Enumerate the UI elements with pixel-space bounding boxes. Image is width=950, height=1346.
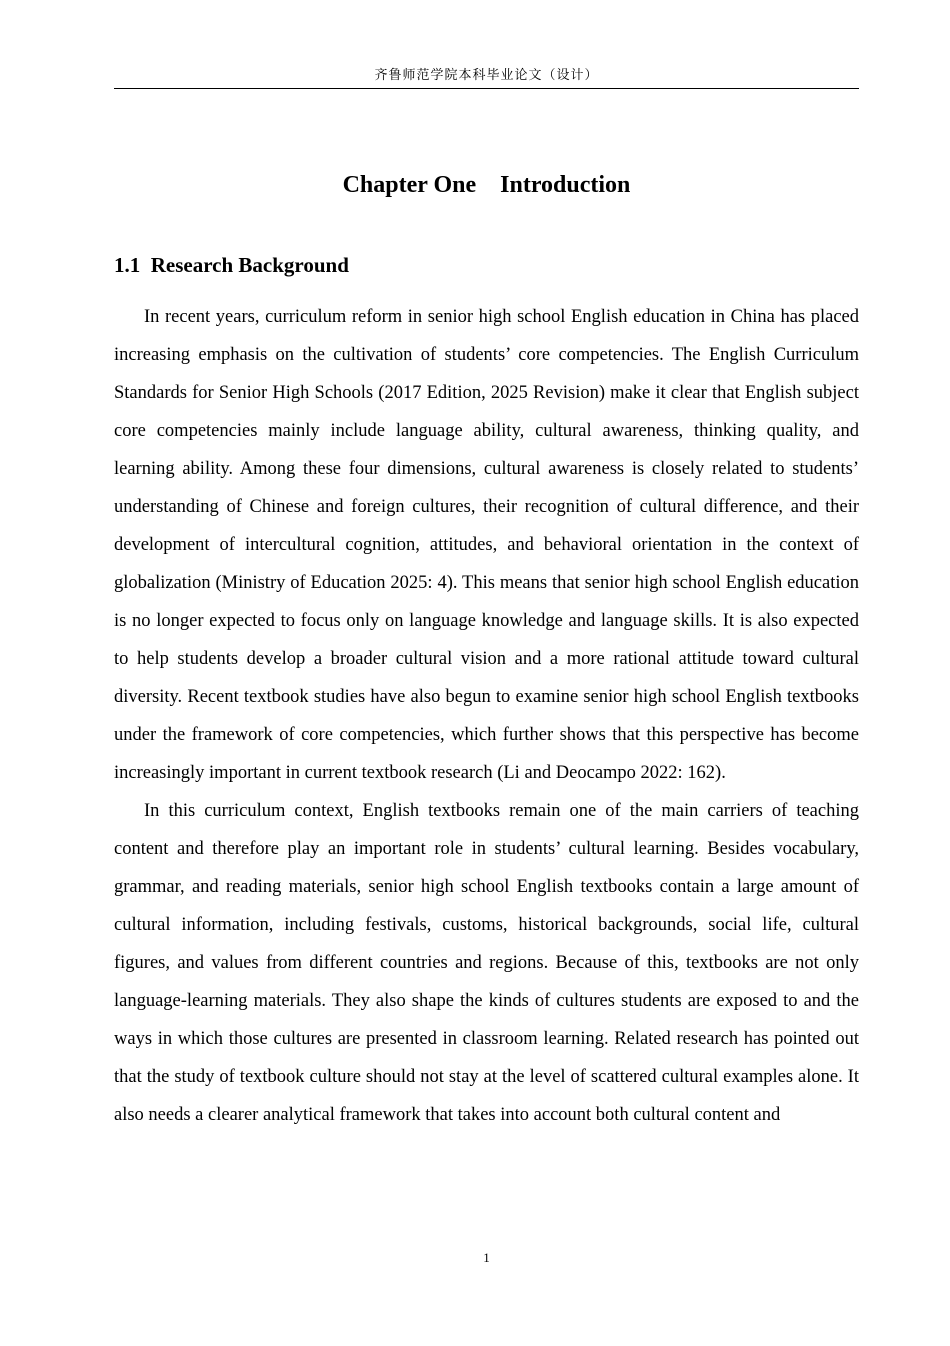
section-heading: 1.1 Research Background: [114, 253, 349, 277]
page-number: 1: [483, 1250, 490, 1265]
header-rule: [114, 88, 859, 89]
running-header: 齐鲁师范学院本科毕业论文（设计）: [374, 68, 599, 83]
paragraph: In recent years, curriculum reform in senior high school English education in China has placed increasing emphasis on the cultivation of students’ core competencies. The English Curriculum Standards for Senior High Schools (2017 Edition, 2025 Revision) make it clear that English subject core competencies mainly include language ability, cultural awareness, thinking quality, and learning ability. Among these four dimensions, cultural awareness is closely related to students’ understanding of Chinese and foreign cultures, their recognition of cultural difference, and their development of intercultural cognition, attitudes, and behavioral orientation in the context of globalization (Ministry of Education 2025: 4). This means that senior high school English education is no longer expected to focus only on language knowledge and language skills. It is also expected to help students develop a broader cultural vision and a more rational attitude toward cultural diversity. Recent textbook studies have also begun to examine senior high school English textbooks under the framework of core competencies, which further shows that this perspective has become increasingly important in current textbook research (Li and Deocampo 2022: 162).: [114, 307, 859, 783]
chapter-title: Chapter One Introduction: [342, 172, 631, 198]
body-text: [114, 298, 859, 1134]
paragraph: In this curriculum context, English textbooks remain one of the main carriers of teaching content and therefore play an important role in students’ cultural learning. Besides vocabulary, grammar, and reading materials, senior high school English textbooks contain a large amount of cultural information, including festivals, customs, historical backgrounds, social life, cultural figures, and values from different countries and regions. Because of this, textbooks are not only language-learning materials. They also shape the kinds of cultures students are exposed to and the ways in which those cultures are presented in classroom learning. Related research has pointed out that the study of textbook culture should not stay at the level of scattered cultural examples alone. It also needs a clearer analytical framework that takes into account both cultural content and: [114, 801, 859, 1125]
